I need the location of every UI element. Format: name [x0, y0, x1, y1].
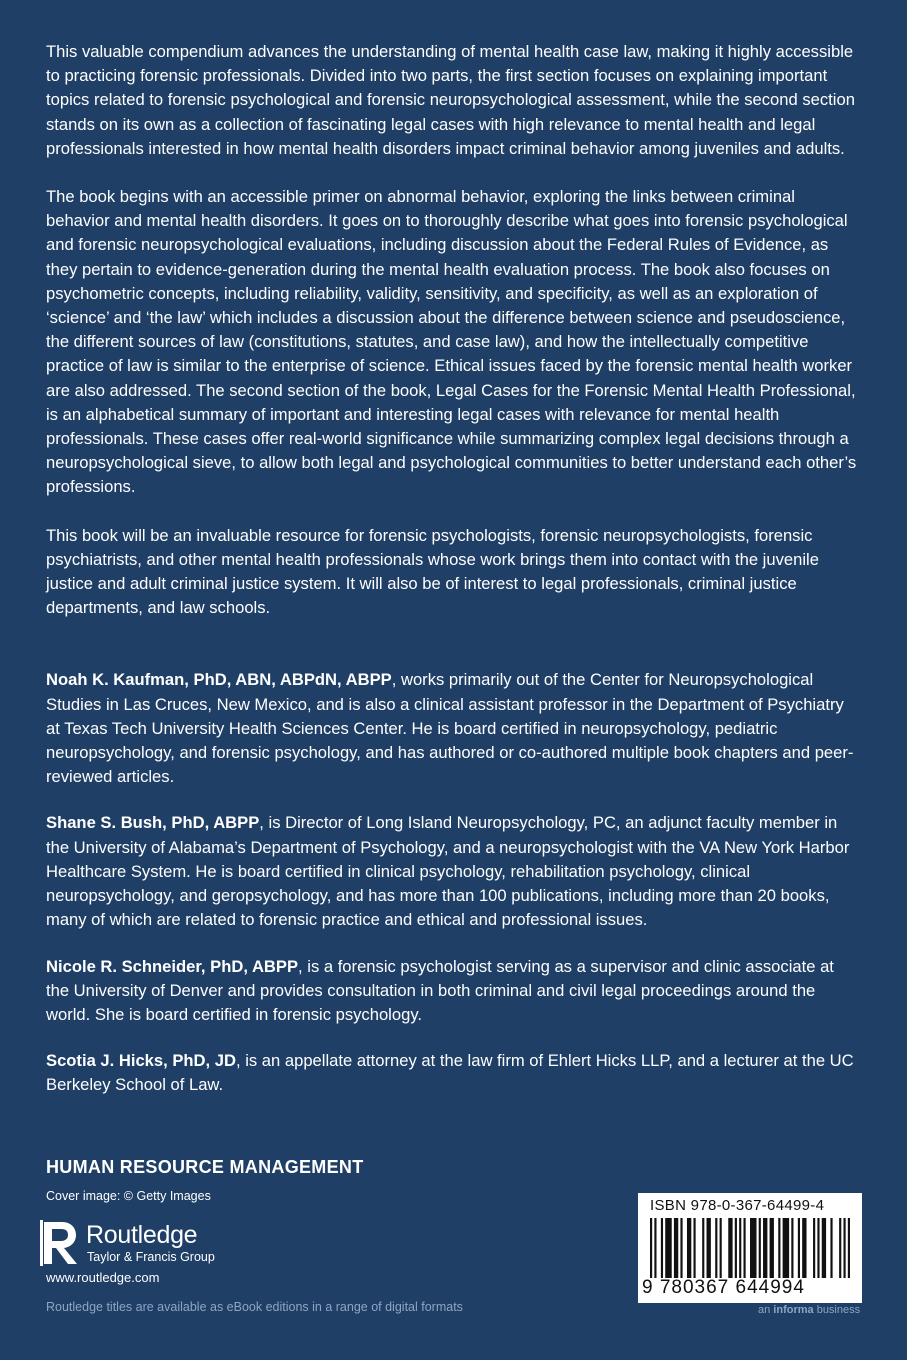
author-name-3: Nicole R. Schneider, PhD, ABPP — [46, 956, 299, 976]
subject-category: HUMAN RESOURCE MANAGEMENT — [46, 1157, 364, 1177]
barcode-bars — [650, 1218, 850, 1278]
cover-text — [46, 40, 861, 1120]
author-text-2: , is Director of Long Island Neuropsychology, PC, an adjunct faculty member in the University of Alabama’s Department of Psychology, and a neuropsychologist with the VA New York Harbor Healthcare System. He is board certified in clinical psychology, rehabilitation psychology, clinical neuropsychology, and geropsychology, and has more than 100 publications, including more than 20 books, many of which are related to forensic practice and ethical and professional issues. — [46, 813, 850, 930]
author-text-1: , works primarily out of the Center for Neuropsychological Studies in Las Cruces, New Mexico, and is also a clinical assistant professor in the Department of Psychiatry at Texas Tech University Health Sciences Center. He is board certified in neuropsychology, pediatric neuropsychology, and forensic psychology, and has authored or co-authored multiple book chapters and peer-reviewed articles. — [46, 670, 854, 787]
ebook-note: Routledge titles are available as eBook editions in a range of digital formats — [46, 1300, 463, 1314]
description-paragraph-2: The book begins with an accessible primer on abnormal behavior, exploring the links between criminal behavior and mental health disorders. It goes on to thoroughly describe what goes into forensic psychological and forensic neuropsychological evaluations, including discussion about the Federal Rules of Evidence, as they pertain to evidence-generation during the mental health evaluation process. The book also focuses on psychometric concepts, including reliability, validity, sensitivity, and specificity, as well as an exploration of ‘science’ and ‘the law’ which includes a discussion about the difference between science and pseudoscience, the different sources of law (constitutions, statutes, and case law), and how the intellectually competitive practice of law is similar to the enterprise of science. Ethical issues faced by the forensic mental health worker are also addressed. The second section of the book, Legal Cases for the Forensic Mental Health Professional, is an alphabetical summary of important and interesting legal cases with relevance for mental health professionals. These cases offer real-world significance while summarizing complex legal decisions through a neuropsychological sieve, to allow both legal and psychological communities to better understand each other’s professions. — [46, 187, 857, 497]
author-bio-2 — [46, 811, 861, 932]
author-text-3: , is a forensic psychologist serving as a supervisor and clinic associate at the University of Denver and provides consultation in both criminal and civil legal proceedings around the world. She is board certified in forensic psychology. — [46, 956, 834, 1024]
informa-suffix: business — [813, 1304, 861, 1316]
author-bio-3 — [46, 955, 861, 1028]
publisher-logo — [40, 1218, 240, 1268]
author-name-4: Scotia J. Hicks, PhD, JD — [46, 1051, 236, 1071]
publisher-name: Routledge — [86, 1221, 198, 1249]
author-name-1: Noah K. Kaufman, PhD, ABN, ABPdN, ABPP — [46, 670, 392, 690]
publisher-group: Taylor & Francis Group — [87, 1250, 215, 1264]
author-bio-1 — [46, 668, 861, 789]
description-paragraph-1: This valuable compendium advances the understanding of mental health case law, making it highly accessible to practicing forensic professionals. Divided into two parts, the first section focuses on explaining important topics related to forensic psychological and forensic neuropsychological assessment, while the second section stands on its own as a collection of fascinating legal cases with high relevance to mental health and legal professionals interested in how mental health disorders impact criminal behavior among juveniles and adults. — [46, 42, 855, 158]
routledge-r-icon — [40, 1220, 80, 1266]
publisher-website: www.routledge.com — [46, 1270, 160, 1285]
isbn-label: ISBN 978-0-367-64499-4 — [650, 1197, 825, 1214]
informa-prefix: an — [758, 1304, 774, 1316]
description-paragraph-3: This book will be an invaluable resource for forensic psychologists, forensic neuropsychologists, forensic psychiatrists, and other mental health professionals whose work brings them into contact with the juvenile justice and adult criminal justice system. It will also be of interest to legal professionals, criminal justice departments, and law schools. — [46, 525, 819, 618]
informa-brand: informa — [773, 1304, 814, 1316]
author-bio-4 — [46, 1049, 861, 1097]
barcode-digits: 9 780367 644994 — [642, 1277, 805, 1298]
author-text-4: , is an appellate attorney at the law firm of Ehlert Hicks LLP, and a lecturer at the UC Berkeley School of Law. — [46, 1051, 854, 1095]
isbn-barcode — [638, 1193, 862, 1303]
cover-image-credit: Cover image: © Getty Images — [46, 1189, 211, 1203]
section-spacer — [46, 644, 861, 668]
informa-business — [758, 1304, 860, 1316]
author-name-2: Shane S. Bush, PhD, ABPP — [46, 813, 260, 833]
